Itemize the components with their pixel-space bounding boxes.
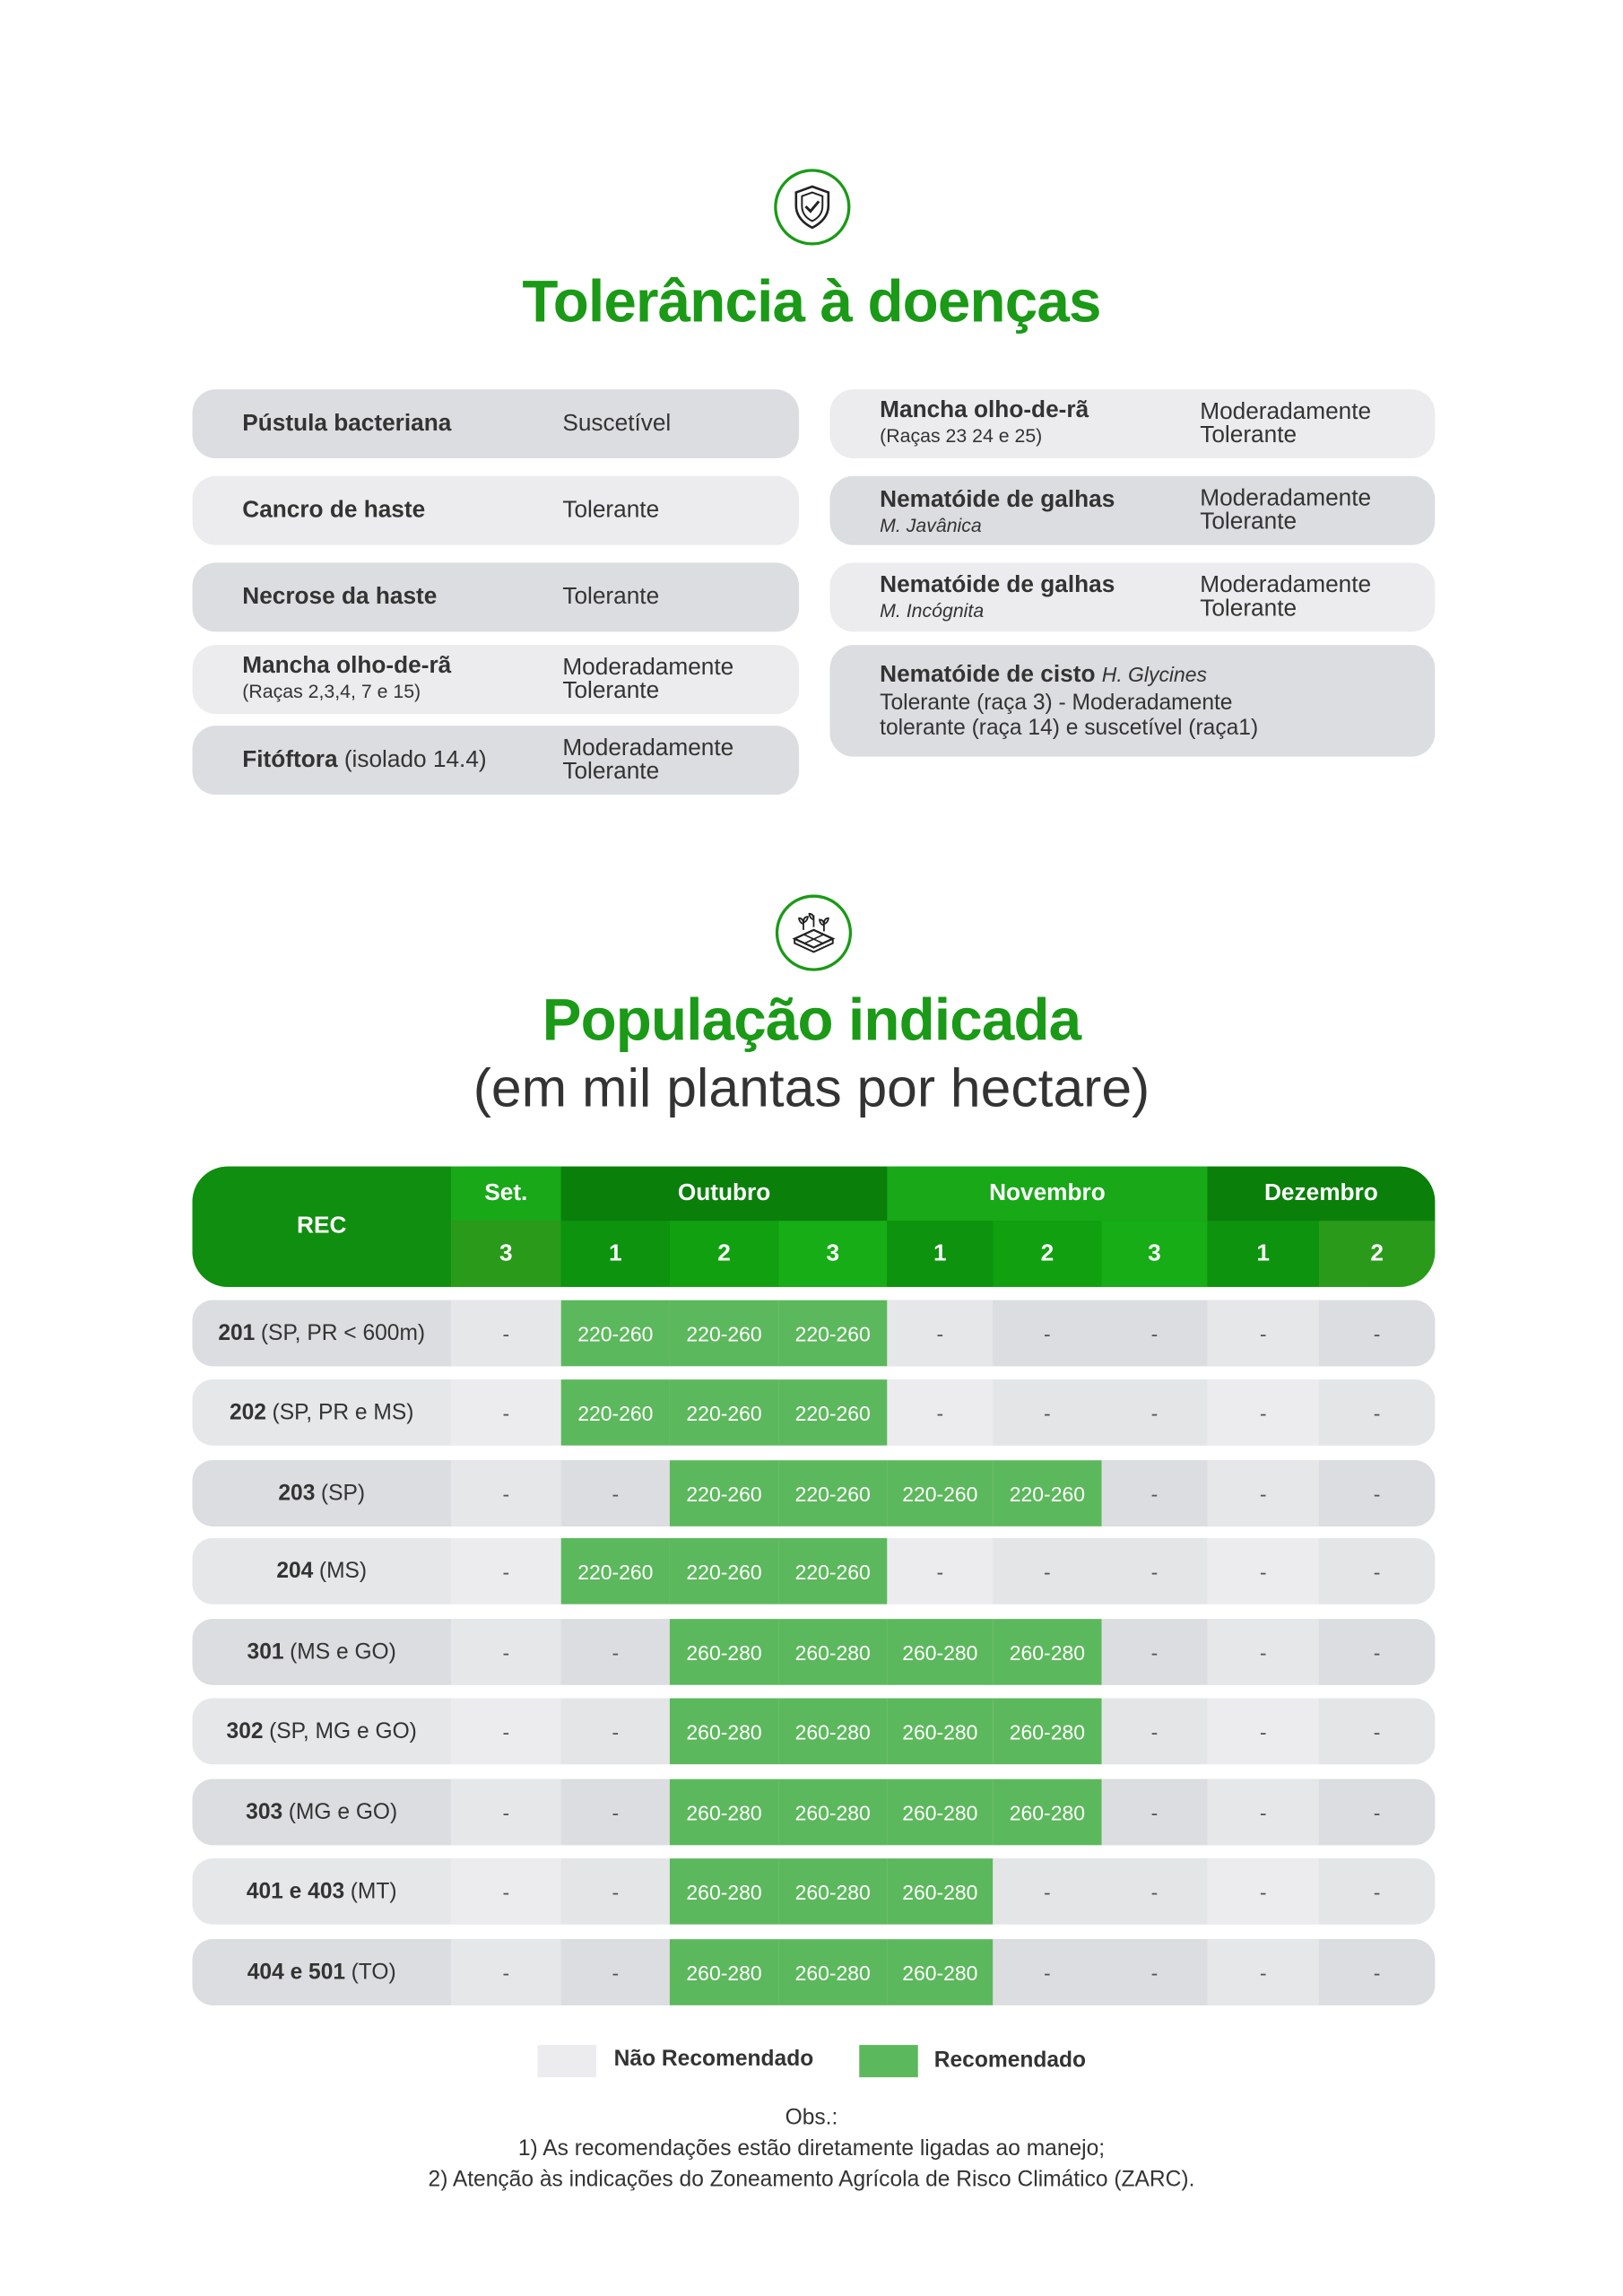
- table-cell: -: [451, 1939, 561, 2005]
- table-cell: -: [451, 1300, 561, 1367]
- disease-species: H. Glycines: [1101, 662, 1208, 686]
- disease-name: Nematóide de galhas: [880, 487, 1115, 513]
- table-cell: 220-260: [670, 1460, 778, 1526]
- table-cell: 260-280: [778, 1779, 887, 1846]
- table-cell: -: [451, 1538, 561, 1605]
- table-cell: -: [1319, 1858, 1435, 1925]
- table-cell: -: [1319, 1619, 1435, 1685]
- tolerance-title: Tolerância à doenças: [522, 270, 1101, 335]
- table-row: [193, 1779, 1436, 1846]
- row-code: 203: [278, 1481, 316, 1506]
- table-cell: 220-260: [887, 1460, 993, 1526]
- row-region: (SP): [320, 1481, 366, 1506]
- disease-value: Moderadamente Tolerante: [562, 655, 734, 704]
- disease-name: Mancha olho-de-rã: [880, 397, 1089, 423]
- table-cell: 220-260: [778, 1538, 887, 1605]
- table-cell: -: [1207, 1379, 1318, 1446]
- table-cell: 260-280: [670, 1779, 778, 1846]
- table-row: [193, 1858, 1436, 1925]
- table-cell: 260-280: [778, 1699, 887, 1765]
- row-region: (SP, MG e GO): [269, 1718, 417, 1744]
- row-label: [193, 1300, 451, 1367]
- table-cell: -: [1102, 1379, 1208, 1446]
- table-cell: -: [1319, 1460, 1435, 1526]
- row-code: 404 e 501: [247, 1960, 346, 1985]
- row-region: (TO): [351, 1960, 396, 1985]
- table-cell: -: [1102, 1779, 1208, 1846]
- table-cell: -: [887, 1379, 993, 1446]
- header-month: Novembro: [887, 1167, 1207, 1222]
- table-cell: -: [451, 1379, 561, 1446]
- row-code: 303: [246, 1799, 283, 1825]
- table-cell: -: [1207, 1460, 1318, 1526]
- table-cell: -: [1102, 1939, 1208, 2005]
- table-cell: 260-280: [993, 1779, 1101, 1846]
- row-code: 204: [276, 1558, 314, 1584]
- row-label: [193, 1699, 451, 1765]
- disease-item: [193, 645, 799, 714]
- table-cell: -: [887, 1538, 993, 1605]
- table-cell: -: [993, 1379, 1101, 1446]
- table-cell: -: [451, 1619, 561, 1685]
- table-row: [193, 1300, 1436, 1367]
- table-cell: 260-280: [887, 1779, 993, 1846]
- table-row: [193, 1699, 1436, 1765]
- table-cell: 260-280: [887, 1619, 993, 1685]
- header-rec: REC: [193, 1167, 451, 1287]
- row-region: (SP, PR e MS): [272, 1400, 414, 1425]
- disease-name: Cancro de haste: [242, 498, 426, 524]
- table-cell: -: [1319, 1939, 1435, 2005]
- disease-species: M. Incógnita: [880, 599, 985, 622]
- disease-item: [829, 476, 1435, 545]
- disease-name: Nematóide de cisto: [880, 662, 1096, 688]
- row-label: [193, 1538, 451, 1605]
- row-code: 201: [218, 1320, 256, 1346]
- table-row: [193, 1619, 1436, 1685]
- legend-swatch-not-recommended: [538, 2045, 597, 2077]
- obs-line-1: 1) As recomendações estão diretamente ligadas ao manejo;: [517, 2135, 1106, 2161]
- disease-value: Tolerante (raça 3) - Moderadamente tolerante (raça 14) e suscetível (raça1): [880, 690, 1259, 741]
- legend-swatch-recommended: [859, 2045, 918, 2077]
- obs-line-2: 2) Atenção às indicações do Zoneamento Agrícola de Risco Climático (ZARC).: [428, 2167, 1195, 2192]
- header-month: Outubro: [561, 1167, 888, 1222]
- table-cell: -: [1102, 1619, 1208, 1685]
- disease-races: (Raças 2,3,4, 7 e 15): [242, 680, 421, 702]
- row-label: [193, 1939, 451, 2005]
- table-cell: -: [561, 1699, 670, 1765]
- table-cell: -: [561, 1939, 670, 2005]
- table-cell: -: [1319, 1538, 1435, 1605]
- disease-name: Fitóftora: [242, 747, 338, 773]
- table-cell: 220-260: [670, 1379, 778, 1446]
- table-cell: -: [451, 1460, 561, 1526]
- table-cell: -: [1319, 1379, 1435, 1446]
- table-cell: 220-260: [670, 1538, 778, 1605]
- population-subtitle: (em mil plantas por hectare): [473, 1057, 1150, 1118]
- table-cell: 260-280: [993, 1699, 1101, 1765]
- header-month: Dezembro: [1207, 1167, 1435, 1222]
- table-cell: -: [993, 1300, 1101, 1367]
- table-cell: 260-280: [778, 1619, 887, 1685]
- disease-value: Tolerante: [562, 498, 660, 524]
- table-cell: -: [1207, 1538, 1318, 1605]
- table-cell: -: [1319, 1699, 1435, 1765]
- row-region: (MG e GO): [288, 1799, 398, 1825]
- disease-value: Moderadamente Tolerante: [562, 735, 734, 785]
- table-cell: -: [1207, 1619, 1318, 1685]
- disease-species: M. Javânica: [880, 514, 982, 536]
- disease-item: [193, 726, 799, 795]
- table-cell: -: [1207, 1300, 1318, 1367]
- row-label: [193, 1460, 451, 1526]
- table-cell: 260-280: [670, 1858, 778, 1925]
- table-cell: 220-260: [561, 1379, 670, 1446]
- table-cell: -: [1102, 1300, 1208, 1367]
- disease-value: Tolerante: [562, 584, 660, 610]
- header-month: Set.: [451, 1167, 561, 1222]
- disease-value: Suscetível: [562, 411, 672, 437]
- table-cell: -: [1207, 1939, 1318, 2005]
- table-cell: 260-280: [887, 1699, 993, 1765]
- table-cell: -: [993, 1939, 1101, 2005]
- disease-item-cyst: [829, 645, 1435, 756]
- table-cell: -: [1319, 1300, 1435, 1367]
- table-cell: -: [1102, 1858, 1208, 1925]
- table-cell: 260-280: [993, 1619, 1101, 1685]
- header-period: 3: [1102, 1221, 1208, 1287]
- row-code: 301: [247, 1639, 284, 1665]
- disease-name: Mancha olho-de-rã: [242, 653, 452, 679]
- row-region: (MT): [350, 1879, 397, 1904]
- table-cell: -: [1102, 1460, 1208, 1526]
- table-cell: -: [561, 1858, 670, 1925]
- header-period: 2: [670, 1221, 778, 1287]
- disease-name: Nematóide de galhas: [880, 572, 1115, 598]
- header-period: 3: [778, 1221, 887, 1287]
- population-title: População indicada: [542, 988, 1081, 1054]
- disease-item: [193, 389, 799, 458]
- table-cell: 260-280: [887, 1939, 993, 2005]
- obs-title: Obs.:: [785, 2105, 838, 2131]
- header-period: 2: [993, 1221, 1101, 1287]
- row-region: (MS): [318, 1558, 368, 1584]
- disease-name: Pústula bacteriana: [242, 411, 452, 437]
- table-cell: 260-280: [670, 1619, 778, 1685]
- legend-recommended: Recomendado: [933, 2048, 1087, 2074]
- row-label: [193, 1379, 451, 1446]
- disease-item: [829, 562, 1435, 631]
- row-label: [193, 1858, 451, 1925]
- table-cell: -: [1207, 1779, 1318, 1846]
- header-period: 1: [561, 1221, 670, 1287]
- table-cell: 220-260: [778, 1460, 887, 1526]
- disease-item: [193, 562, 799, 631]
- disease-races: (Raças 23 24 e 25): [880, 424, 1043, 447]
- row-region: (SP, PR < 600m): [260, 1320, 426, 1346]
- row-label: [193, 1619, 451, 1685]
- disease-item: [829, 389, 1435, 458]
- table-cell: -: [993, 1538, 1101, 1605]
- table-row: [193, 1379, 1436, 1446]
- field-plants-icon: [776, 895, 852, 971]
- row-label: [193, 1779, 451, 1846]
- table-cell: 260-280: [887, 1858, 993, 1925]
- table-header: [193, 1167, 1436, 1287]
- disease-isolate: (isolado 14.4): [343, 747, 487, 773]
- table-cell: 260-280: [778, 1858, 887, 1925]
- disease-value: Moderadamente Tolerante: [1200, 572, 1372, 622]
- table-cell: 220-260: [993, 1460, 1101, 1526]
- table-cell: 220-260: [778, 1300, 887, 1367]
- header-period: 1: [1207, 1221, 1318, 1287]
- disease-value: Moderadamente Tolerante: [1200, 486, 1372, 535]
- row-region: (MS e GO): [290, 1639, 396, 1665]
- table-cell: -: [1102, 1699, 1208, 1765]
- table-cell: -: [451, 1858, 561, 1925]
- table-cell: -: [887, 1300, 993, 1367]
- table-cell: 220-260: [670, 1300, 778, 1367]
- table-row: [193, 1939, 1436, 2005]
- table-cell: -: [561, 1779, 670, 1846]
- header-period: 2: [1319, 1221, 1435, 1287]
- row-code: 401 e 403: [246, 1879, 345, 1904]
- table-cell: -: [993, 1858, 1101, 1925]
- table-cell: 260-280: [670, 1939, 778, 2005]
- disease-item: [193, 476, 799, 545]
- table-cell: -: [1102, 1538, 1208, 1605]
- table-cell: 260-280: [670, 1699, 778, 1765]
- table-cell: 220-260: [778, 1379, 887, 1446]
- legend-not-recommended: Não Recomendado: [613, 2046, 814, 2072]
- disease-name: Necrose da haste: [242, 584, 438, 610]
- disease-value: Moderadamente Tolerante: [1200, 399, 1372, 448]
- table-cell: -: [451, 1779, 561, 1846]
- table-cell: -: [1207, 1858, 1318, 1925]
- table-cell: -: [561, 1460, 670, 1526]
- table-cell: 220-260: [561, 1300, 670, 1367]
- table-cell: -: [451, 1699, 561, 1765]
- header-period: 1: [887, 1221, 993, 1287]
- row-code: 202: [229, 1400, 266, 1425]
- table-cell: -: [1319, 1779, 1435, 1846]
- header-period: 3: [451, 1221, 561, 1287]
- table-row: [193, 1538, 1436, 1605]
- table-cell: -: [561, 1619, 670, 1685]
- row-code: 302: [226, 1718, 264, 1744]
- table-cell: 260-280: [778, 1939, 887, 2005]
- table-cell: -: [1207, 1699, 1318, 1765]
- table-cell: 220-260: [561, 1538, 670, 1605]
- table-row: [193, 1460, 1436, 1526]
- shield-check-icon: [774, 169, 850, 245]
